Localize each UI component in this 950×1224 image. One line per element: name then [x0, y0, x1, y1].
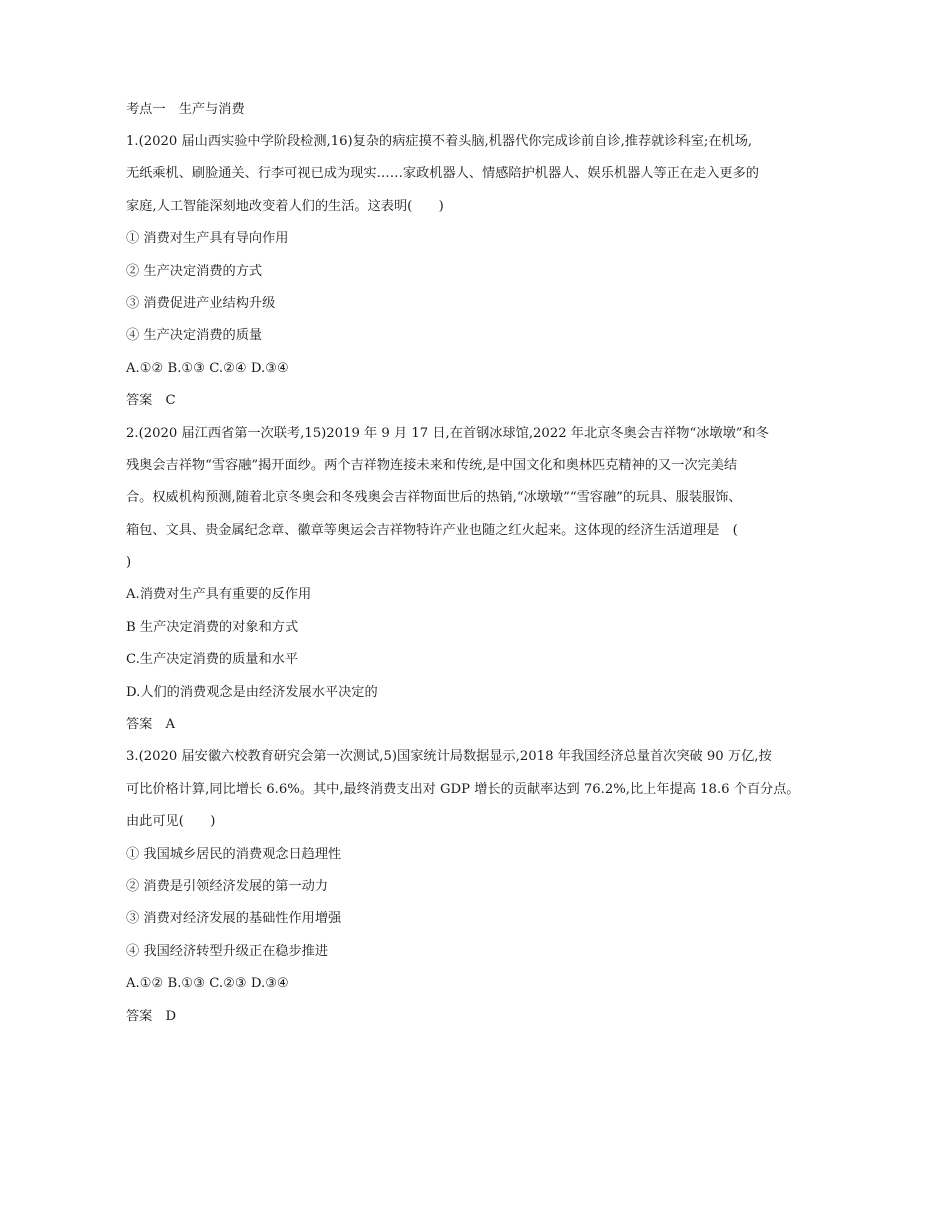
question-stem-line: 3.(2020 届安徽六校教育研究会第一次测试,5)国家统计局数据显示,2018 年我国经济总量首次突破 90 万亿,按	[126, 749, 772, 765]
option-line: ① 消费对生产具有导向作用	[126, 231, 289, 247]
choices-line: A.①② B.①③ C.②③ D.③④	[126, 976, 289, 992]
question-3	[126, 749, 826, 1041]
option-line: ④ 我国经济转型升级正在稳步推进	[126, 943, 329, 959]
question-stem-line: 2.(2020 届江西省第一次联考,15)2019 年 9 月 17 日,在首钢冰球馆,2022 年北京冬奥会吉祥物“冰墩墩”和冬	[126, 425, 769, 441]
option-line: ③ 消费对经济发展的基础性作用增强	[126, 911, 342, 927]
document-content	[126, 102, 826, 1041]
option-line: ② 消费是引领经济发展的第一动力	[126, 878, 329, 894]
question-stem-line: 无纸乘机、刷脸通关、行李可视已成为现实……家政机器人、情感陪护机器人、娱乐机器人等正在走入更多的	[126, 166, 759, 182]
answer-line: 答案 D	[126, 1008, 177, 1024]
choices-line: A.①② B.①③ C.②④ D.③④	[126, 360, 289, 376]
option-line: B 生产决定消费的对象和方式	[126, 619, 299, 635]
question-1	[126, 134, 826, 426]
question-stem-line: 残奥会吉祥物“雪容融”揭开面纱。两个吉祥物连接未来和传统,是中国文化和奥林匹克精神的又一次完美结	[126, 457, 738, 473]
question-stem-line: 家庭,人工智能深刻地改变着人们的生活。这表明( )	[126, 198, 444, 214]
question-stem-line: )	[126, 555, 132, 571]
section-title: 考点一 生产与消费	[126, 102, 245, 117]
answer-line: 答案 A	[126, 717, 176, 733]
answer-line: 答案 C	[126, 393, 176, 409]
option-line: C.生产决定消费的质量和水平	[126, 652, 299, 668]
option-line: ① 我国城乡居民的消费观念日趋理性	[126, 846, 342, 862]
option-line: A.消费对生产具有重要的反作用	[126, 587, 312, 603]
option-line: D.人们的消费观念是由经济发展水平决定的	[126, 684, 378, 700]
question-stem-line: 可比价格计算,同比增长 6.6%。其中,最终消费支出对 GDP 增长的贡献率达到 76.2%,比上年提高 18.6 个百分点。	[126, 781, 800, 797]
option-line: ② 生产决定消费的方式	[126, 263, 263, 279]
question-stem-line: 由此可见( )	[126, 814, 216, 830]
option-line: ④ 生产决定消费的质量	[126, 328, 263, 344]
option-line: ③ 消费促进产业结构升级	[126, 295, 276, 311]
question-stem-line: 1.(2020 届山西实验中学阶段检测,16)复杂的病症摸不着头脑,机器代你完成诊前自诊,推荐就诊科室;在机场,	[126, 134, 753, 149]
question-2	[126, 426, 826, 750]
question-stem-line: 箱包、文具、贵金属纪念章、徽章等奥运会吉祥物特许产业也随之红火起来。这体现的经济生活道理是 (	[126, 522, 738, 538]
question-stem-line: 合。权威机构预测,随着北京冬奥会和冬残奥会吉祥物面世后的热销,“冰墩墩”“雪容融”的玩具、服装服饰、	[126, 490, 742, 506]
